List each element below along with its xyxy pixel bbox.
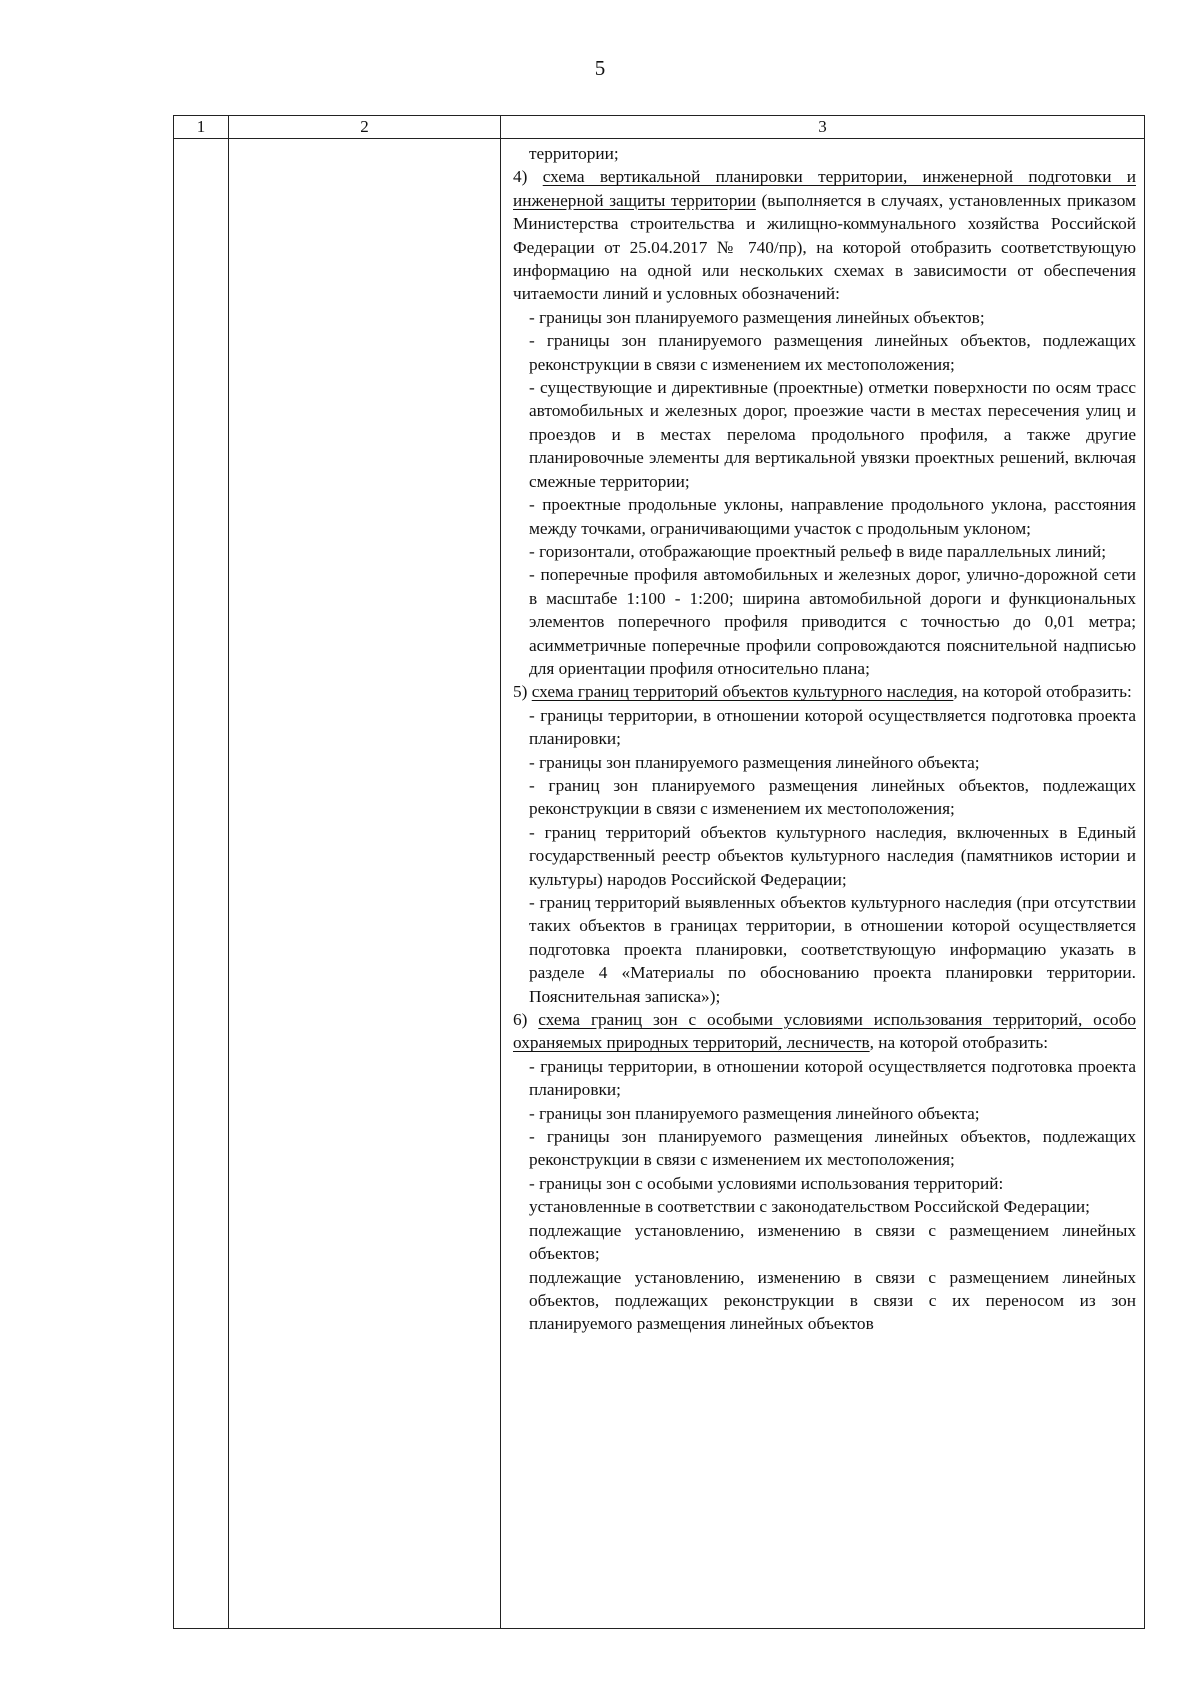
header-col-2: 2 (229, 116, 501, 139)
cell-col-1 (174, 139, 229, 1629)
item-4-bullet: - горизонтали, отображающие проектный рельеф в виде параллельных линий; (529, 541, 1107, 561)
requirements-text (501, 139, 1144, 1336)
item-6-bullet: - границы зон планируемого размещения линейных объектов, подлежащих реконструкции в связи с изменением их местоположения; (529, 1127, 1136, 1170)
item-4-bullet: - существующие и директивные (проектные) отметки поверхности по осям трасс автомобильных и железных дорог, проезжие части в местах пересечения улиц и проездов и в местах перелома продольного профиля, а также другие планировочные элементы для вертикальной увязки проектных решений, включая смежные территории; (529, 378, 1136, 491)
page-number: 5 (594, 56, 606, 80)
item-4-bullet: - границы зон планируемого размещения линейных объектов, подлежащих реконструкции в связи с изменением их местоположения; (529, 331, 1136, 374)
item-5-bullet: - границы территории, в отношении которой осуществляется подготовка проекта планировки; (529, 705, 1136, 749)
item-4 (513, 165, 1136, 305)
item-5-bullet: - границ территорий выявленных объектов культурного наследия (при отсутствии таких объектов в границах территории, в отношении которой осуществляется подготовка проекта планировки, соответствующую информацию указать в разделе 4 «Материалы по обоснованию проекта планировки территории. Пояснительная записка»); (529, 893, 1136, 1006)
cell-col-3 (501, 139, 1145, 1629)
item-6-subitem: подлежащие установлению, изменению в связи с размещением линейных объектов; (529, 1220, 1136, 1264)
item-6 (513, 1008, 1136, 1055)
item-6-number: 6) (513, 1010, 528, 1030)
item-5 (513, 680, 1136, 703)
header-col-3: 3 (501, 116, 1145, 139)
item-6-text: , на которой отобразить: (869, 1033, 1049, 1053)
continuation-text: территории; (529, 144, 619, 163)
requirements-table (173, 115, 1145, 1629)
item-6-subitem: установленные в соответствии с законодательством Российской Федерации; (529, 1197, 1090, 1217)
table-row (174, 139, 1145, 1629)
item-6-bullet: - границы территории, в отношении которой осуществляется подготовка проекта планировки; (529, 1056, 1136, 1100)
item-4-bullet: - границы зон планируемого размещения линейных объектов; (529, 307, 985, 327)
item-5-bullet: - границы зон планируемого размещения линейного объекта; (529, 752, 980, 772)
item-6-subitem: подлежащие установлению, изменению в связи с размещением линейных объектов, подлежащих реконструкции в связи с их переносом из зон планируемого размещения линейных объектов (529, 1267, 1136, 1334)
item-5-number: 5) (513, 682, 528, 702)
item-6-title: схема границ зон с особыми условиями использования территорий, особо охраняемых природных территорий, лесничеств (513, 1010, 1136, 1053)
item-5-bullet: - границ территорий объектов культурного наследия, включенных в Единый государственный реестр объектов культурного наследия (памятников истории и культуры) народов Российской Федерации; (529, 822, 1136, 889)
header-col-1: 1 (174, 116, 229, 139)
item-5-title: схема границ территорий объектов культурного наследия (531, 682, 954, 702)
item-4-bullet: - поперечные профиля автомобильных и железных дорог, улично-дорожной сети в масштабе 1:100 - 1:200; ширина автомобильной дороги и функциональных элементов поперечного профиля приводится с точностью до 0,01 метра; асимметричные поперечные профили сопровождаются пояснительной надписью для ориентации профиля относительно плана; (529, 565, 1136, 678)
item-4-number: 4) (513, 167, 528, 187)
item-5-text: , на которой отобразить: (953, 682, 1132, 702)
item-5-bullet: - границ зон планируемого размещения линейных объектов, подлежащих реконструкции в связи с изменением их местоположения; (529, 775, 1136, 819)
item-6-bullet: - границы зон с особыми условиями использования территорий: (529, 1173, 1004, 1193)
item-4-bullet: - проектные продольные уклоны, направление продольного уклона, расстояния между точками, ограничивающими участок с продольным уклоном; (529, 495, 1136, 538)
item-4-title: схема вертикальной планировки территории, инженерной подготовки и инженерной защиты территории (513, 167, 1136, 210)
item-6-bullet: - границы зон планируемого размещения линейного объекта; (529, 1103, 980, 1123)
cell-col-2 (229, 139, 501, 1629)
table-header-row (174, 116, 1145, 139)
item-4-text: (выполняется в случаях, установленных приказом Министерства строительства и жилищно-коммунального хозяйства Российской Федерации от 25.04.2017 № 740/пр), на которой отобразить соответствующую информацию на одной или нескольких схемах в зависимости от обеспечения читаемости линий и условных обозначений: (513, 190, 1136, 304)
